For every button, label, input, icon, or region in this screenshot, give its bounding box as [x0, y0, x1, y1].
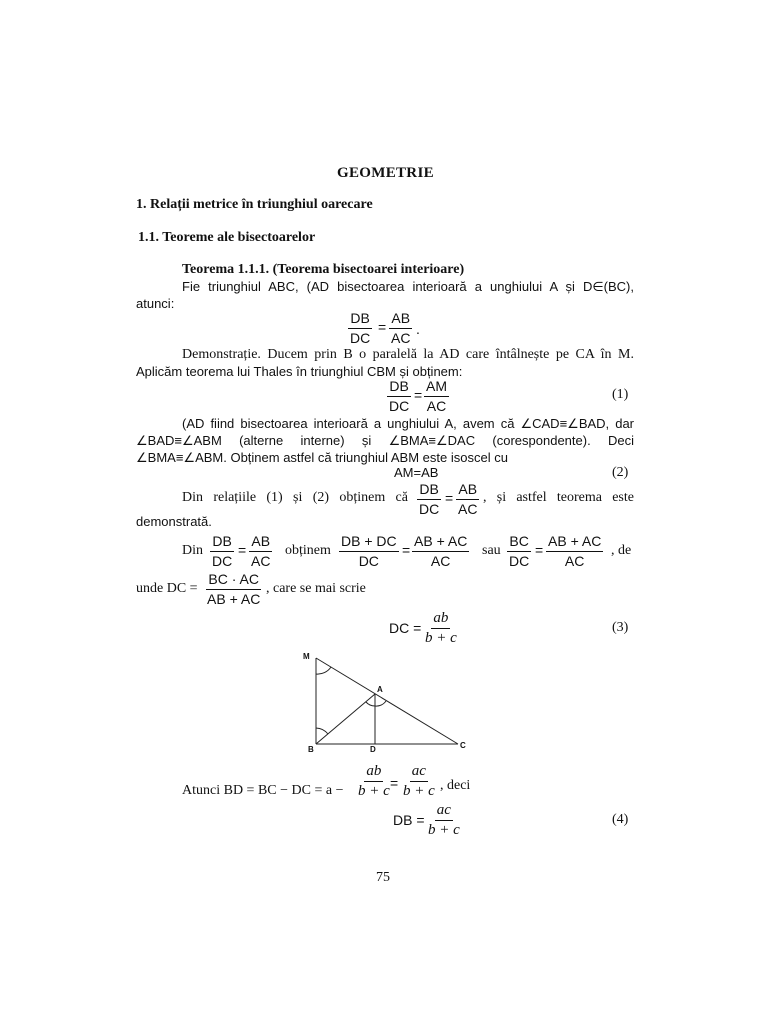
equals-sign: =: [535, 542, 544, 558]
denominator: AC: [251, 553, 271, 569]
word-sau: sau: [482, 543, 501, 558]
denominator: b + c: [403, 783, 435, 799]
equals-sign: =: [378, 319, 387, 335]
label-c: C: [460, 741, 466, 750]
atunci-expression: Atunci BD = BC − DC = a −: [182, 783, 344, 798]
equals-sign: =: [238, 542, 247, 558]
denominator: AC: [426, 398, 447, 414]
proof-line6-end: , și astfel teorema este: [483, 490, 634, 505]
numerator: AM: [424, 378, 449, 397]
fraction-ab-over-bc: [356, 763, 392, 800]
equals-sign: =: [414, 387, 423, 403]
proof-line3: (AD fiind bisectoarea interioară a unghiului A, avem că ∠CAD≡∠BAD, dar: [182, 416, 634, 431]
fraction-bc-dc: [507, 533, 531, 570]
denominator: AB + AC: [207, 591, 261, 607]
page-number: 75: [376, 870, 390, 885]
word-deci: , deci: [440, 778, 471, 793]
numerator: DB: [417, 481, 440, 500]
fraction-abac-ac: [412, 533, 469, 570]
page-title: GEOMETRIE: [337, 165, 434, 181]
numerator: DB: [387, 378, 410, 397]
fraction-ab-ac: [249, 533, 272, 570]
numerator: ac: [410, 763, 428, 782]
fraction-db-dc: [417, 481, 441, 518]
word-de: , de: [611, 543, 632, 558]
numerator: BC · AC: [206, 571, 261, 590]
word-din: Din: [182, 543, 203, 558]
proof-line7: demonstrată.: [136, 514, 212, 529]
equation-am-ab: AM=AB: [394, 465, 439, 480]
denominator: DC: [350, 330, 371, 346]
fraction-abac-ac: [546, 533, 603, 570]
numerator: AB + AC: [546, 533, 603, 552]
label-a: A: [377, 685, 383, 694]
section-heading: 1. Relații metrice în triunghiul oarecare: [136, 197, 373, 212]
dc-equals: DC =: [389, 620, 422, 636]
equation-label-2: (2): [612, 465, 629, 480]
fraction-db-dc: [387, 378, 411, 415]
denominator: DC: [419, 501, 440, 517]
equation-label-1: (1): [612, 387, 629, 402]
numerator: ac: [435, 802, 453, 821]
denominator: DC: [509, 553, 530, 569]
angle-arc-b: [316, 728, 328, 734]
angle-arc-m: [316, 667, 331, 674]
equation-label-4: (4): [612, 812, 629, 827]
numerator: AB: [249, 533, 272, 552]
word-obtinem: obținem: [285, 543, 331, 558]
denominator: AC: [430, 553, 451, 569]
proof-line5: ∠BMA≡∠ABM. Obținem astfel că triunghiul ABM este isoscel cu: [136, 450, 508, 465]
denominator: AC: [391, 330, 411, 346]
numerator: AB: [456, 481, 479, 500]
equals-sign: =: [402, 542, 411, 558]
denominator: AC: [458, 501, 478, 517]
numerator: BC: [507, 533, 530, 552]
fraction-db-dc: [348, 310, 372, 347]
proof-line1: Demonstrație. Ducem prin B o paralelă la AD care întâlnește pe CA în M.: [182, 347, 634, 362]
theorem-statement-line2: atunci:: [136, 296, 175, 311]
numerator: AB: [389, 310, 412, 329]
period: .: [416, 321, 420, 337]
fraction-dc-formula: [205, 571, 262, 608]
segment-ab: [316, 694, 375, 744]
equation-label-3: (3): [612, 620, 629, 635]
equals-sign: =: [445, 490, 454, 506]
fraction-ab-over-bc: [423, 610, 459, 647]
care-se-mai-scrie: , care se mai scrie: [266, 581, 366, 596]
label-b: B: [308, 745, 314, 754]
proof-line4: ∠BAD≡∠ABM (alterne interne) și ∠BMA≡∠DAC (corespondente). Deci: [136, 433, 634, 448]
numerator: DB: [348, 310, 371, 329]
fraction-ab-ac: [389, 310, 412, 347]
theorem-heading: Teorema 1.1.1. (Teorema bisectoarei interioare): [182, 262, 465, 277]
denominator: DC: [389, 398, 410, 414]
numerator: AB + AC: [412, 533, 469, 552]
denominator: DC: [358, 553, 379, 569]
fraction-db-dc: [210, 533, 234, 570]
denominator: b + c: [428, 822, 460, 838]
denominator: AC: [564, 553, 585, 569]
fraction-am-ac: [424, 378, 449, 415]
fraction-ac-over-bc: [426, 802, 462, 839]
denominator: DC: [212, 553, 233, 569]
proof-line2: Aplicăm teorema lui Thales în triunghiul CBM și obținem:: [136, 364, 463, 379]
segment-mc: [316, 658, 458, 744]
fraction-ac-over-bc: [401, 763, 437, 800]
angle-arc-a-left: [366, 702, 375, 706]
denominator: b + c: [358, 783, 390, 799]
label-m: M: [303, 652, 310, 661]
proof-line6-start: Din relațiile (1) și (2) obținem că: [182, 490, 408, 505]
numerator: DB: [210, 533, 233, 552]
fraction-dbdc-dc: [339, 533, 399, 570]
fraction-ab-ac: [456, 481, 479, 518]
theorem-statement-line1: Fie triunghiul ABC, (AD bisectoarea interioară a unghiului A și D∈(BC),: [182, 279, 634, 294]
numerator: ab: [364, 763, 383, 782]
equals-sign: =: [390, 775, 399, 791]
unde-dc: unde DC =: [136, 581, 198, 596]
label-d: D: [370, 745, 376, 754]
numerator: DB + DC: [339, 533, 399, 552]
denominator: b + c: [425, 630, 457, 646]
db-equals: DB =: [393, 812, 425, 828]
triangle-figure: [300, 648, 475, 758]
angle-arc-a-right: [375, 701, 386, 706]
numerator: ab: [431, 610, 450, 629]
subsection-heading: 1.1. Teoreme ale bisectoarelor: [138, 230, 316, 245]
